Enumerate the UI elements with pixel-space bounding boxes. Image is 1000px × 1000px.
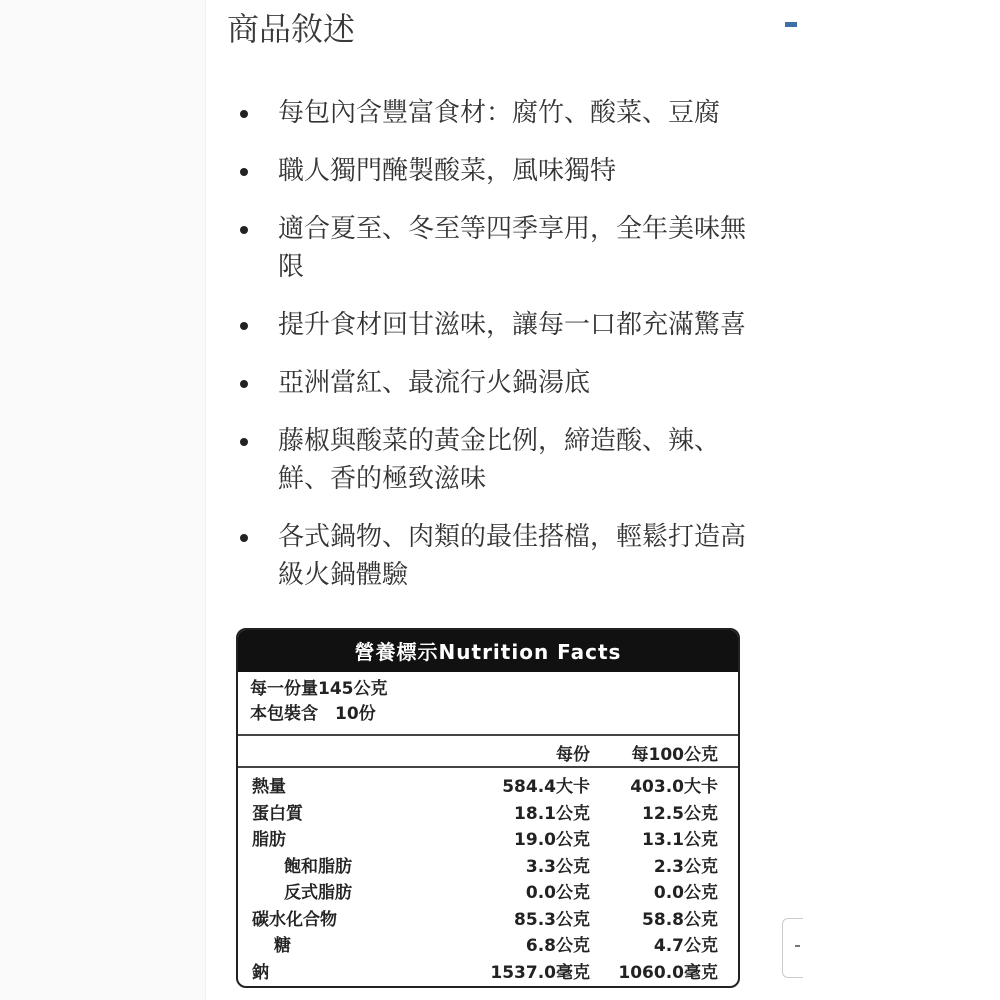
column-headers	[238, 736, 738, 768]
col-per-serving: 每份	[556, 745, 590, 765]
nutrition-rows	[238, 768, 738, 986]
per-100g-value: 13.1公克	[642, 830, 718, 850]
list-item	[240, 364, 760, 402]
per-serving-value: 6.8公克	[525, 936, 590, 956]
left-pane	[0, 0, 206, 1000]
per-serving-value: 18.1公克	[514, 803, 590, 824]
per-100g-value: 1060.0毫克	[618, 962, 718, 983]
bullet-icon	[240, 438, 248, 446]
table-row	[238, 774, 738, 801]
per-100g-value: 403.0大卡	[630, 777, 718, 797]
minus-icon[interactable]	[785, 22, 797, 27]
per-serving-value: 85.3公克	[514, 909, 590, 930]
list-item	[240, 518, 760, 594]
feature-text: 每包內含豐富食材：腐竹、酸菜、豆腐	[278, 98, 721, 128]
table-row	[238, 907, 738, 934]
side-collapse-button[interactable]	[782, 918, 803, 978]
feature-text: 各式鍋物、肉類的最佳搭檔，輕鬆打造高級火鍋體驗	[278, 522, 747, 590]
feature-list	[240, 94, 760, 614]
bullet-icon	[240, 322, 248, 330]
col-per-100g: 每100公克	[631, 745, 718, 765]
nutrient-label: 飽和脂肪	[284, 856, 352, 877]
nutrition-title: 營養標示Nutrition Facts	[238, 630, 738, 672]
nutrition-facts-label	[236, 628, 740, 988]
nutrient-label: 熱量	[252, 777, 286, 797]
bullet-icon	[240, 534, 248, 542]
list-item	[240, 306, 760, 344]
table-row	[238, 854, 738, 881]
per-100g-value: 58.8公克	[642, 909, 718, 930]
per-100g-value: 2.3公克	[653, 856, 718, 877]
feature-text: 適合夏至、冬至等四季享用，全年美味無限	[278, 214, 747, 282]
table-row	[238, 827, 738, 854]
per-100g-value: 0.0公克	[653, 883, 718, 903]
nutrient-label: 碳水化合物	[252, 909, 337, 930]
per-100g-value: 12.5公克	[642, 803, 718, 824]
list-item	[240, 94, 760, 132]
list-item	[240, 152, 760, 190]
feature-text: 職人獨門醃製酸菜，風味獨特	[278, 156, 617, 186]
per-serving-value: 3.3公克	[525, 856, 590, 877]
serving-info	[238, 672, 738, 736]
nutrient-label: 糖	[274, 936, 291, 956]
bullet-icon	[240, 110, 248, 118]
nutrient-label: 反式脂肪	[284, 883, 352, 903]
minus-icon	[795, 945, 800, 947]
bullet-icon	[240, 168, 248, 176]
nutrient-label: 脂肪	[252, 830, 286, 850]
servings-per-package: 本包裝含 10份	[250, 704, 376, 724]
list-item	[240, 210, 760, 286]
section-title: 商品敘述	[227, 10, 356, 48]
feature-text: 藤椒與酸菜的黃金比例，締造酸、辣、鮮、香的極致滋味	[278, 426, 721, 494]
feature-text: 提升食材回甘滋味，讓每一口都充滿驚喜	[278, 310, 747, 340]
bullet-icon	[240, 380, 248, 388]
nutrient-label: 蛋白質	[252, 803, 303, 824]
table-row	[238, 801, 738, 828]
per-serving-value: 19.0公克	[514, 830, 590, 850]
table-row	[238, 880, 738, 907]
nutrient-label: 鈉	[252, 962, 269, 983]
table-row	[238, 960, 738, 987]
bullet-icon	[240, 226, 248, 234]
per-serving-value: 0.0公克	[525, 883, 590, 903]
table-row	[238, 933, 738, 960]
list-item	[240, 422, 760, 498]
per-100g-value: 4.7公克	[653, 936, 718, 956]
per-serving-value: 584.4大卡	[502, 777, 590, 797]
serving-size: 每一份量145公克	[250, 679, 388, 699]
per-serving-value: 1537.0毫克	[490, 962, 590, 983]
feature-text: 亞洲當紅、最流行火鍋湯底	[278, 368, 591, 398]
